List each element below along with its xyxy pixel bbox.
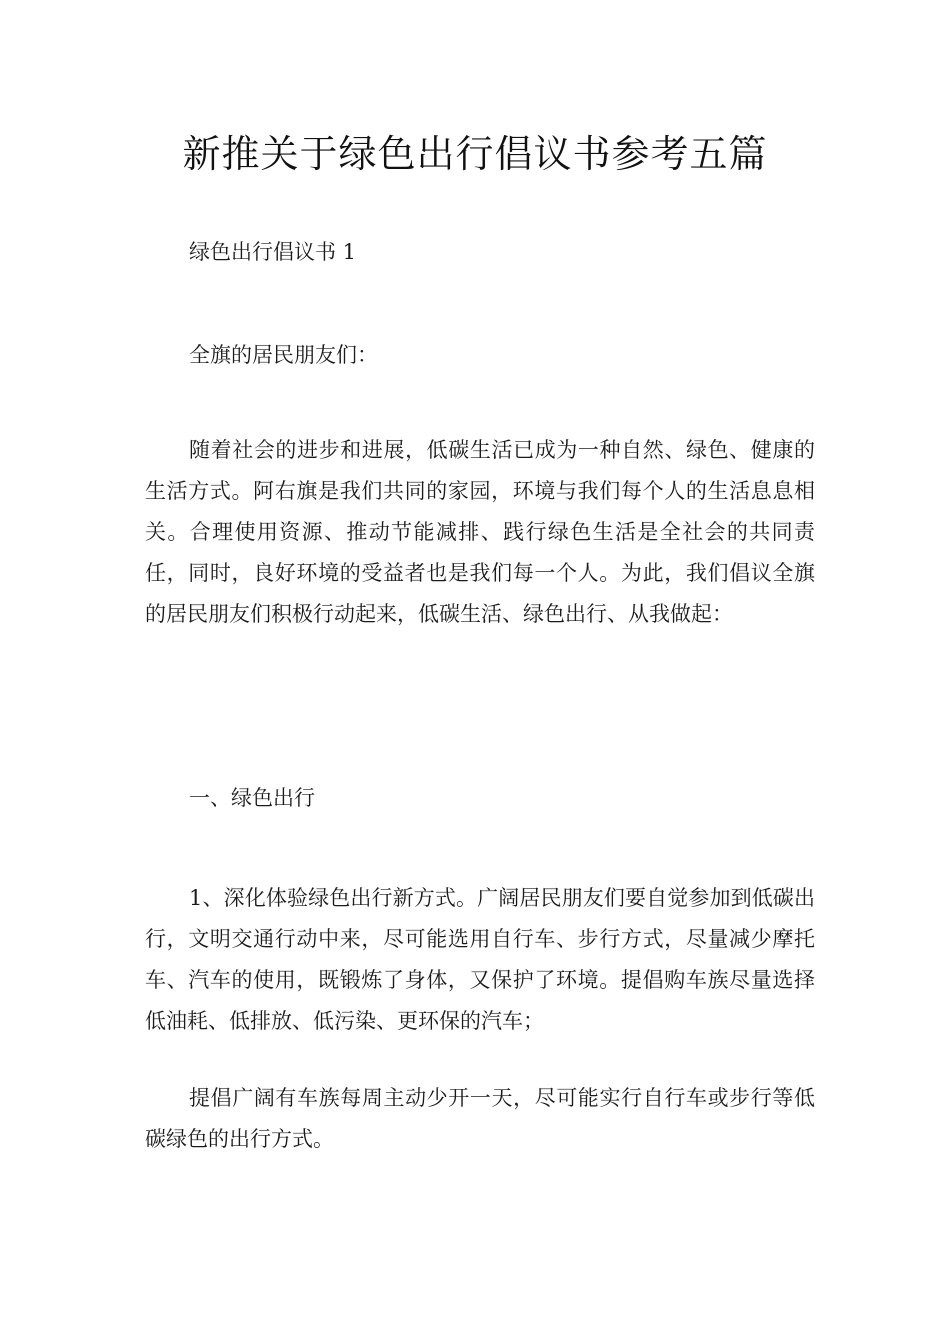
document-title: 新推关于绿色出行倡议书参考五篇 [182,132,768,176]
list-item-continuation: 提倡广阔有车族每周主动少开一天，尽可能实行自行车或步行等低碳绿色的出行方式。 [145,1086,815,1151]
letter-heading: 绿色出行倡议书 1 [189,240,357,264]
section-heading: 一、绿色出行 [189,786,315,810]
list-item-paragraph: 1、深化体验绿色出行新方式。广阔居民朋友们要自觉参加到低碳出行，文明交通行动中来，尽可能选用自行车、步行方式，尽量减少摩托车、汽车的使用，既锻炼了身体，又保护了环境。提倡购车族尽量选择低油耗、低排放、低污染、更环保的汽车； [145,886,815,1033]
body-paragraph: 随着社会的进步和进展，低碳生活已成为一种自然、绿色、健康的生活方式。阿右旗是我们共同的家园，环境与我们每个人的生活息息相关。合理使用资源、推动节能减排、践行绿色生活是全社会的共同责任，同时，良好环境的受益者也是我们每一个人。为此，我们倡议全旗的居民朋友们积极行动起来，低碳生活、绿色出行、从我做起： [145,438,815,626]
greeting-paragraph: 全旗的居民朋友们： [189,343,378,367]
